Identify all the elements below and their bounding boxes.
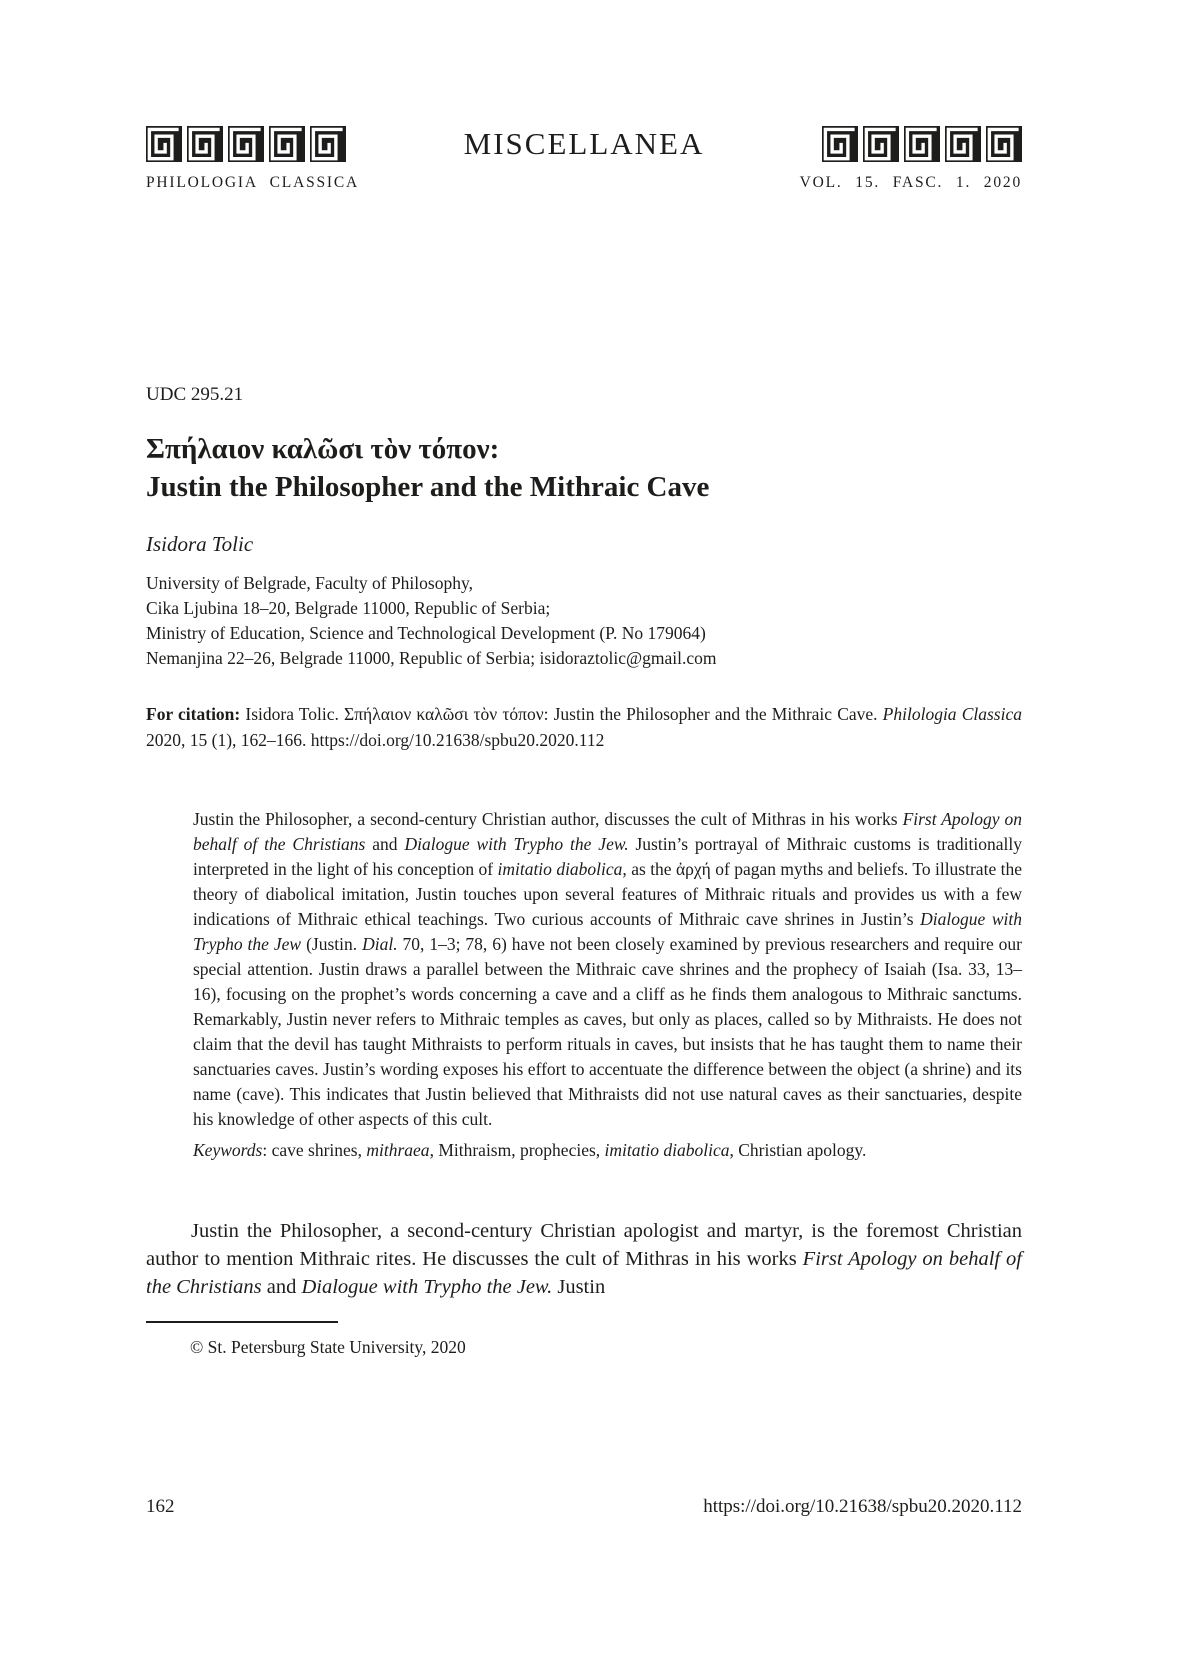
- affiliation-line: University of Belgrade, Faculty of Philosophy,: [146, 573, 473, 593]
- article-title-english: Justin the Philosopher and the Mithraic Cave: [146, 471, 710, 503]
- citation-note: For citation: Isidora Tolic. Σπήλαιον καλῶσι τὸν τόπον: Justin the Philosopher and the Mithraic Cave. Philologia Classica 2020, 15 (1), 162–166. https://doi.org/10.21638/spbu20.2020.112: [146, 704, 1022, 750]
- udc-number: UDC 295.21: [146, 384, 244, 405]
- greek-key-icon: [822, 126, 858, 162]
- keywords: Keywords: cave shrines, mithraea, Mithraism, prophecies, imitatio diabolica, Christian apology.: [193, 1140, 867, 1160]
- greek-key-icon: [310, 126, 346, 162]
- ornament-left: [146, 126, 346, 162]
- page-footer: [146, 1496, 1022, 1518]
- footnote: [146, 1321, 1022, 1358]
- greek-key-icon: [187, 126, 223, 162]
- doi-link[interactable]: https://doi.org/10.21638/spbu20.2020.112: [703, 1496, 1022, 1517]
- greek-key-icon: [863, 126, 899, 162]
- author-name: Isidora Tolic: [146, 532, 254, 556]
- abstract-text: Justin the Philosopher, a second-century Christian author, discusses the cult of Mithras in his works First Apology on behalf of the Christians and Dialogue with Trypho the Jew. Justin’s portrayal of Mithraic customs is traditionally interpreted in the light of his conception of imitatio diabolica, as the ἀρχή of pagan myths and beliefs. To illustrate the theory of diabolical imitation, Justin touches upon several features of Mithraic rituals and provides us with a few indications of Mithraic ethical teachings. Two curious accounts of Mithraic cave shrines in Justin’s Dialogue with Trypho the Jew (Justin. Dial. 70, 1–3; 78, 6) have not been closely examined by previous researchers and require our special attention. Justin draws a parallel between the Mithraic cave shrines and the prophecy of Isaiah (Isa. 33, 13–16), focusing on the prophet’s words concerning a cave and a cliff as he finds them analogous to Mithraic sanctums. Remarkably, Justin never refers to Mithraic temples as caves, but only as places, called so by Mithraists. He does not claim that the devil has taught Mithraists to perform rituals in caves, but insists that he has taught them to name their sanctuaries caves. Justin’s wording exposes his effort to accentuate the difference between the object (a shrine) and its name (cave). This indicates that Justin believed that Mithraists did not use natural caves as their sanctuaries, despite his knowledge of other aspects of this cult.: [193, 809, 1022, 1129]
- ornament-right: [822, 126, 1022, 162]
- footnote-separator: [146, 1321, 338, 1323]
- masthead-captions: [146, 174, 1022, 192]
- volume-info: VOL. 15. FASC. 1. 2020: [799, 174, 1022, 191]
- affiliation-line: Nemanjina 22–26, Belgrade 11000, Republic of Serbia; isidoraztolic@gmail.com: [146, 648, 717, 668]
- page-number: 162: [146, 1496, 175, 1517]
- journal-section-title: MISCELLANEA: [463, 126, 705, 161]
- affiliation-line: Ministry of Education, Science and Technological Development (P. No 179064): [146, 623, 706, 643]
- copyright-note: © St. Petersburg State University, 2020: [190, 1337, 466, 1357]
- greek-key-icon: [986, 126, 1022, 162]
- masthead: [146, 126, 1022, 162]
- greek-key-icon: [269, 126, 305, 162]
- article-title-greek: Σπήλαιον καλῶσι τὸν τόπον:: [146, 433, 500, 465]
- abstract-block: [146, 807, 1022, 1163]
- journal-name: PHILOLOGIA CLASSICA: [146, 174, 360, 191]
- greek-key-icon: [228, 126, 264, 162]
- greek-key-icon: [146, 126, 182, 162]
- greek-key-icon: [945, 126, 981, 162]
- affiliation-block: [146, 571, 1022, 671]
- article-title: [146, 430, 1022, 506]
- affiliation-line: Cika Ljubina 18–20, Belgrade 11000, Republic of Serbia;: [146, 598, 551, 618]
- body-paragraph: Justin the Philosopher, a second-century Christian apologist and martyr, is the foremost Christian author to mention Mithraic rites. He discusses the cult of Mithras in his works First Apology on behalf of the Christians and Dialogue with Trypho the Jew. Justin: [146, 1220, 1022, 1298]
- greek-key-icon: [904, 126, 940, 162]
